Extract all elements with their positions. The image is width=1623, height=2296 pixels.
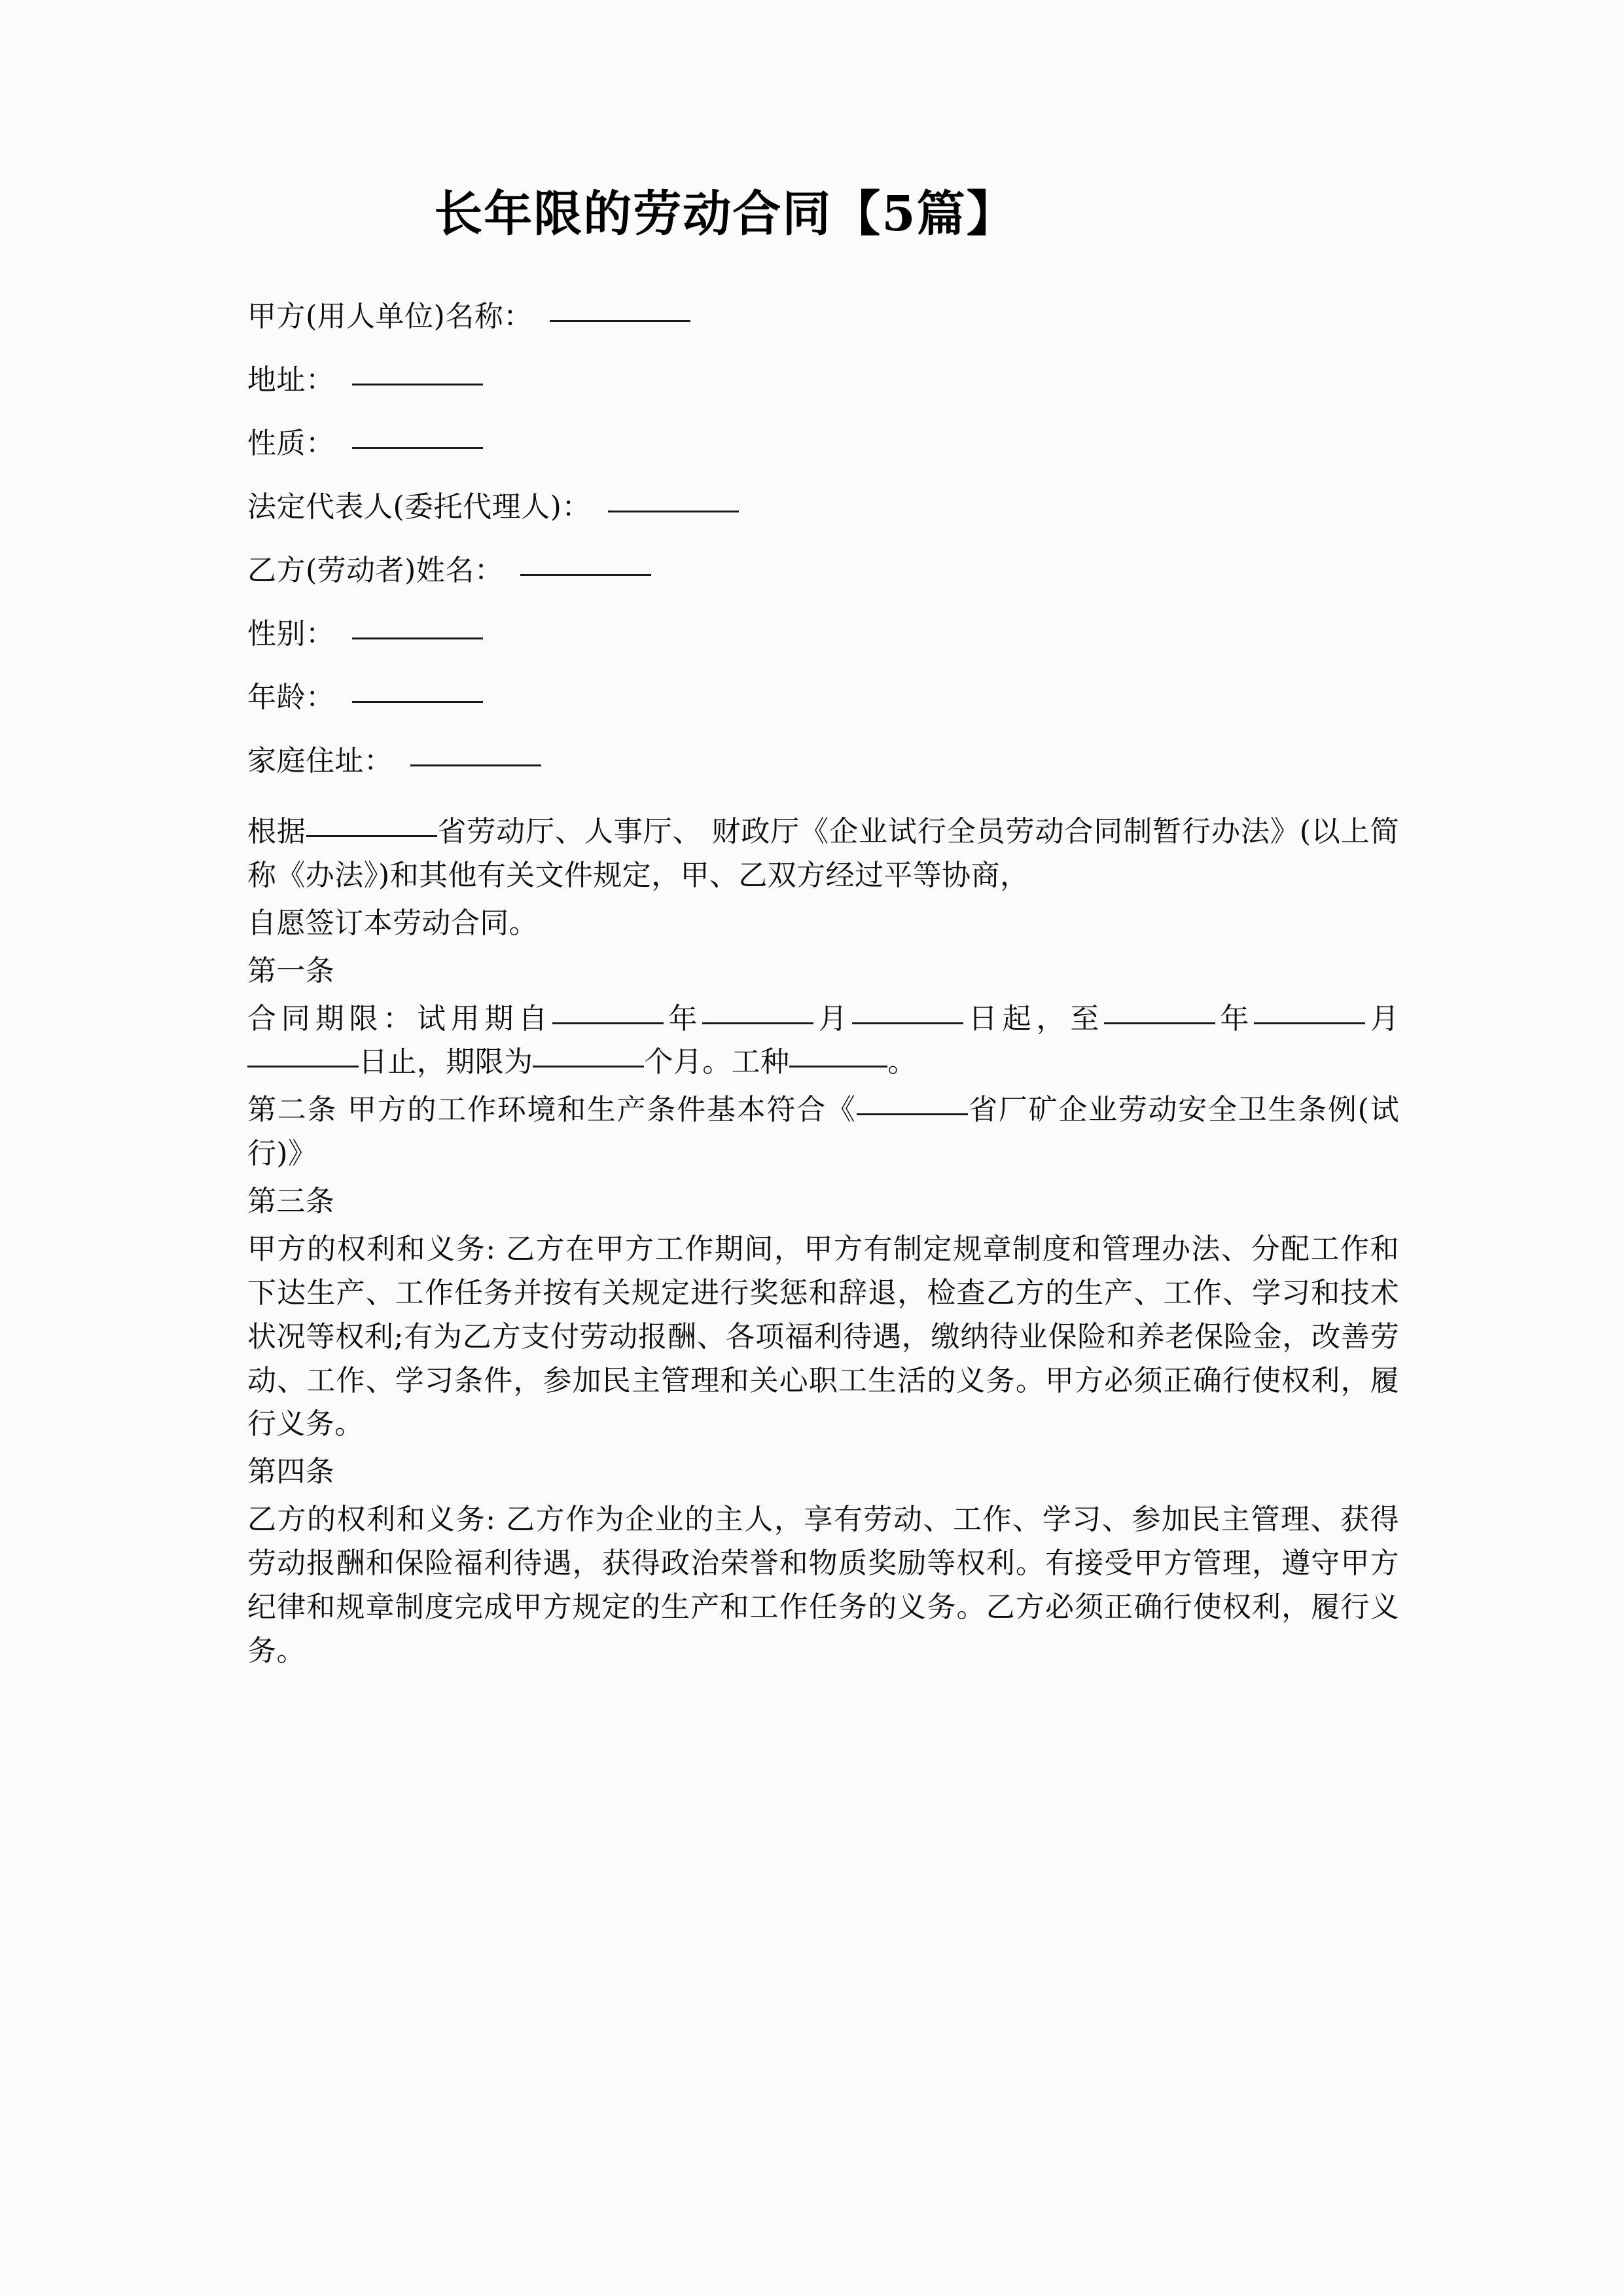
paragraph-text: 省厂矿企业劳动安全卫生条例(试行)》	[247, 1093, 1399, 1171]
form-field-blank[interactable]	[608, 511, 739, 512]
page-title: 长年限的劳动合同【5篇】	[434, 186, 1016, 242]
inline-blank[interactable]	[852, 1022, 963, 1024]
voluntary-sign-paragraph	[247, 902, 1399, 946]
inline-blank[interactable]	[789, 1066, 887, 1067]
paragraph-text: 自愿签订本劳动合同。	[247, 906, 538, 940]
form-field-row	[247, 427, 1399, 461]
inline-blank[interactable]	[702, 1022, 813, 1024]
form-field-label: 法定代表人(委托代理人)：	[247, 490, 591, 524]
inline-blank[interactable]	[533, 1066, 644, 1067]
article-one-body	[247, 997, 1399, 1085]
form-field-label: 年龄：	[247, 681, 335, 715]
form-field-row	[247, 744, 1399, 778]
article-four-heading	[247, 1450, 1399, 1494]
form-field-label: 性质：	[247, 427, 335, 461]
document-body	[247, 0, 1399, 1677]
form-field-blank[interactable]	[352, 447, 483, 449]
paragraph-text: 合同期限：试用期自	[247, 1001, 553, 1035]
party-fields-section	[247, 302, 1399, 776]
paragraph-text: 甲方的权利和义务: 乙方在甲方工作期间，甲方有制定规章制度和管理办法、分配工作和下达生产、工作任务并按有关规定进行奖惩和辞退，检查乙方的生产、工作、学习和技术状况等权利;有为乙方支付劳动报酬、各项福利待遇，缴纳待业保险和养老保险金，改善劳动、工作、学习条件，参加民主管理和关心职工生活的义务。甲方必须正确行使权利，履行义务。	[247, 1232, 1399, 1441]
paragraph-text: 第二条 甲方的工作环境和生产条件基本符合《	[247, 1093, 857, 1127]
form-field-row	[247, 617, 1399, 651]
paragraph-text: 第一条	[247, 954, 335, 988]
form-field-label: 甲方(用人单位)名称：	[247, 300, 533, 334]
inline-blank[interactable]	[1104, 1022, 1215, 1024]
article-four-body	[247, 1498, 1399, 1674]
inline-blank[interactable]	[247, 1066, 359, 1067]
paragraph-text: 日止，期限为	[359, 1045, 533, 1079]
form-field-row	[247, 490, 1399, 524]
paragraph-text: 日起，至	[963, 1001, 1105, 1035]
form-field-label: 家庭住址：	[247, 744, 393, 778]
form-field-blank[interactable]	[352, 701, 483, 703]
paragraph-text: 乙方的权利和义务: 乙方作为企业的主人，享有劳动、工作、学习、参加民主管理、获得劳动报酬和保险福利待遇，获得政治荣誉和物质奖励等权利。有接受甲方管理，遵守甲方纪律和规章制度完成甲方规定的生产和工作任务的义务。乙方必须正确行使权利，履行义务。	[247, 1503, 1399, 1668]
paragraph-text: 月	[1365, 1001, 1400, 1035]
article-three-body	[247, 1228, 1399, 1446]
paragraph-text: 第四条	[247, 1455, 335, 1489]
inline-blank[interactable]	[1254, 1022, 1365, 1024]
paragraph-text: 个月。工种	[644, 1045, 790, 1079]
article-three-heading	[247, 1180, 1399, 1224]
inline-blank[interactable]	[306, 835, 437, 837]
form-field-blank[interactable]	[352, 384, 483, 386]
inline-blank[interactable]	[552, 1022, 664, 1024]
article-one-heading	[247, 950, 1399, 994]
form-field-row	[247, 300, 1399, 334]
paragraph-text: 年	[1215, 1001, 1255, 1035]
paragraph-text: 。	[887, 1045, 917, 1079]
article-two-body	[247, 1088, 1399, 1176]
paragraph-text: 根据	[247, 815, 306, 849]
form-field-row	[247, 554, 1399, 588]
form-field-label: 地址：	[247, 363, 335, 397]
articles-section	[247, 810, 1399, 1674]
paragraph-text: 省劳动厅、人事厅、 财政厅《企业试行全员劳动合同制暂行办法》(以上简称《办法》)和其他有关文件规定，甲、乙双方经过平等协商，	[247, 815, 1399, 892]
form-field-blank[interactable]	[550, 320, 690, 322]
form-field-blank[interactable]	[520, 574, 651, 576]
form-field-row	[247, 363, 1399, 397]
paragraph-text: 年	[664, 1001, 703, 1035]
paragraph-text: 月	[813, 1001, 853, 1035]
form-field-blank[interactable]	[352, 637, 483, 639]
paragraph-text: 第三条	[247, 1185, 335, 1219]
form-field-blank[interactable]	[410, 764, 541, 766]
form-field-label: 性别：	[247, 617, 335, 651]
form-field-row	[247, 681, 1399, 715]
form-field-label: 乙方(劳动者)姓名：	[247, 554, 504, 588]
inline-blank[interactable]	[857, 1113, 968, 1115]
basis-paragraph	[247, 810, 1399, 898]
